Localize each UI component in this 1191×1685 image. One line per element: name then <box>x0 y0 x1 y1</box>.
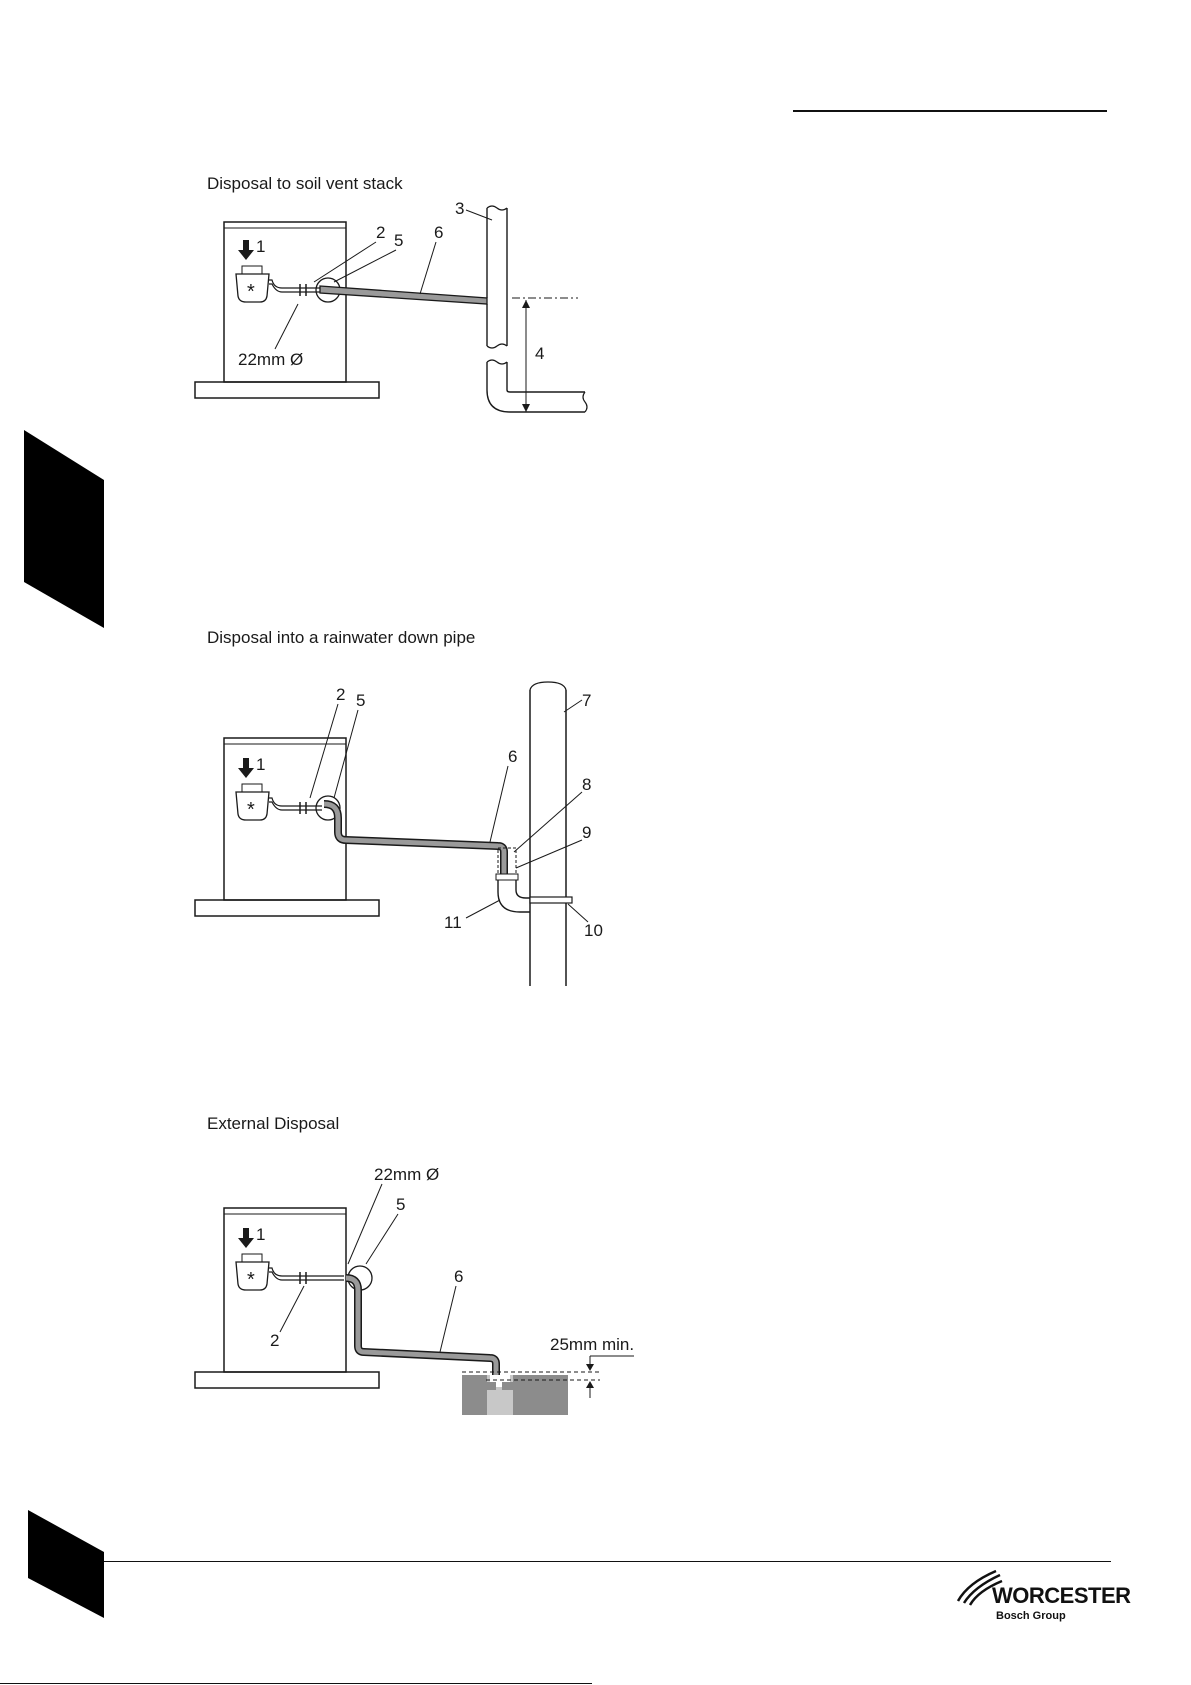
label-6: 6 <box>434 223 444 242</box>
label-8: 8 <box>582 775 592 794</box>
trap-asterisk: * <box>247 1269 255 1291</box>
label-6: 6 <box>508 747 518 766</box>
label-7: 7 <box>582 691 592 710</box>
diagram-external-disposal <box>190 1160 670 1420</box>
boiler-base <box>195 382 379 398</box>
label-9: 9 <box>582 823 592 842</box>
stack-bend <box>487 362 585 412</box>
section-tab <box>0 0 120 1685</box>
label-2: 2 <box>336 685 346 704</box>
label-min-depth: 25mm min. <box>550 1335 635 1354</box>
ground-soakaway <box>462 1375 568 1415</box>
label-11: 11 <box>444 913 462 932</box>
label-5: 5 <box>396 1195 406 1214</box>
condensate-pipe <box>320 286 487 304</box>
diagram-rainwater-down-pipe <box>190 680 670 980</box>
down-arrow-icon <box>238 240 254 260</box>
page-corner-tab-shape <box>28 1510 104 1618</box>
label-1: 1 <box>256 1225 266 1244</box>
rainwater-down-pipe <box>530 690 566 986</box>
header-rule <box>793 110 1107 112</box>
label-5: 5 <box>394 231 404 250</box>
label-pipe-size: 22mm Ø <box>238 350 304 369</box>
section-tab-shape <box>24 430 104 628</box>
pipe-clip <box>530 897 572 903</box>
label-2: 2 <box>376 223 386 242</box>
label-10: 10 <box>584 921 603 940</box>
label-pipe-size: 22mm Ø <box>374 1165 440 1184</box>
label-4: 4 <box>535 344 545 363</box>
label-1: 1 <box>256 237 266 256</box>
label-5: 5 <box>356 691 366 710</box>
bottom-rule <box>0 1683 592 1684</box>
diagram-soil-vent-stack <box>190 200 640 460</box>
label-2: 2 <box>270 1331 280 1350</box>
figure-caption-external: External Disposal <box>207 1114 340 1133</box>
label-1: 1 <box>256 755 266 774</box>
boiler-base <box>195 1372 379 1388</box>
footer-rule <box>104 1561 1111 1562</box>
trap-asterisk: * <box>247 799 255 821</box>
logo-sub: Bosch Group <box>996 1610 1066 1622</box>
worcester-logo <box>956 1565 1131 1622</box>
soil-vent-stack <box>487 208 507 346</box>
figure-caption-rainwater: Disposal into a rainwater down pipe <box>207 628 476 647</box>
logo-brand: WORCESTER <box>992 1583 1131 1608</box>
condensate-pipe <box>346 1278 496 1384</box>
down-arrow-icon <box>238 758 254 778</box>
label-6: 6 <box>454 1267 464 1286</box>
figure-caption-soil-vent: Disposal to soil vent stack <box>207 174 403 193</box>
branch-tee <box>498 876 530 912</box>
boiler-base <box>195 900 379 916</box>
label-3: 3 <box>455 199 465 218</box>
trap-asterisk: * <box>247 281 255 303</box>
down-arrow-icon <box>238 1228 254 1248</box>
